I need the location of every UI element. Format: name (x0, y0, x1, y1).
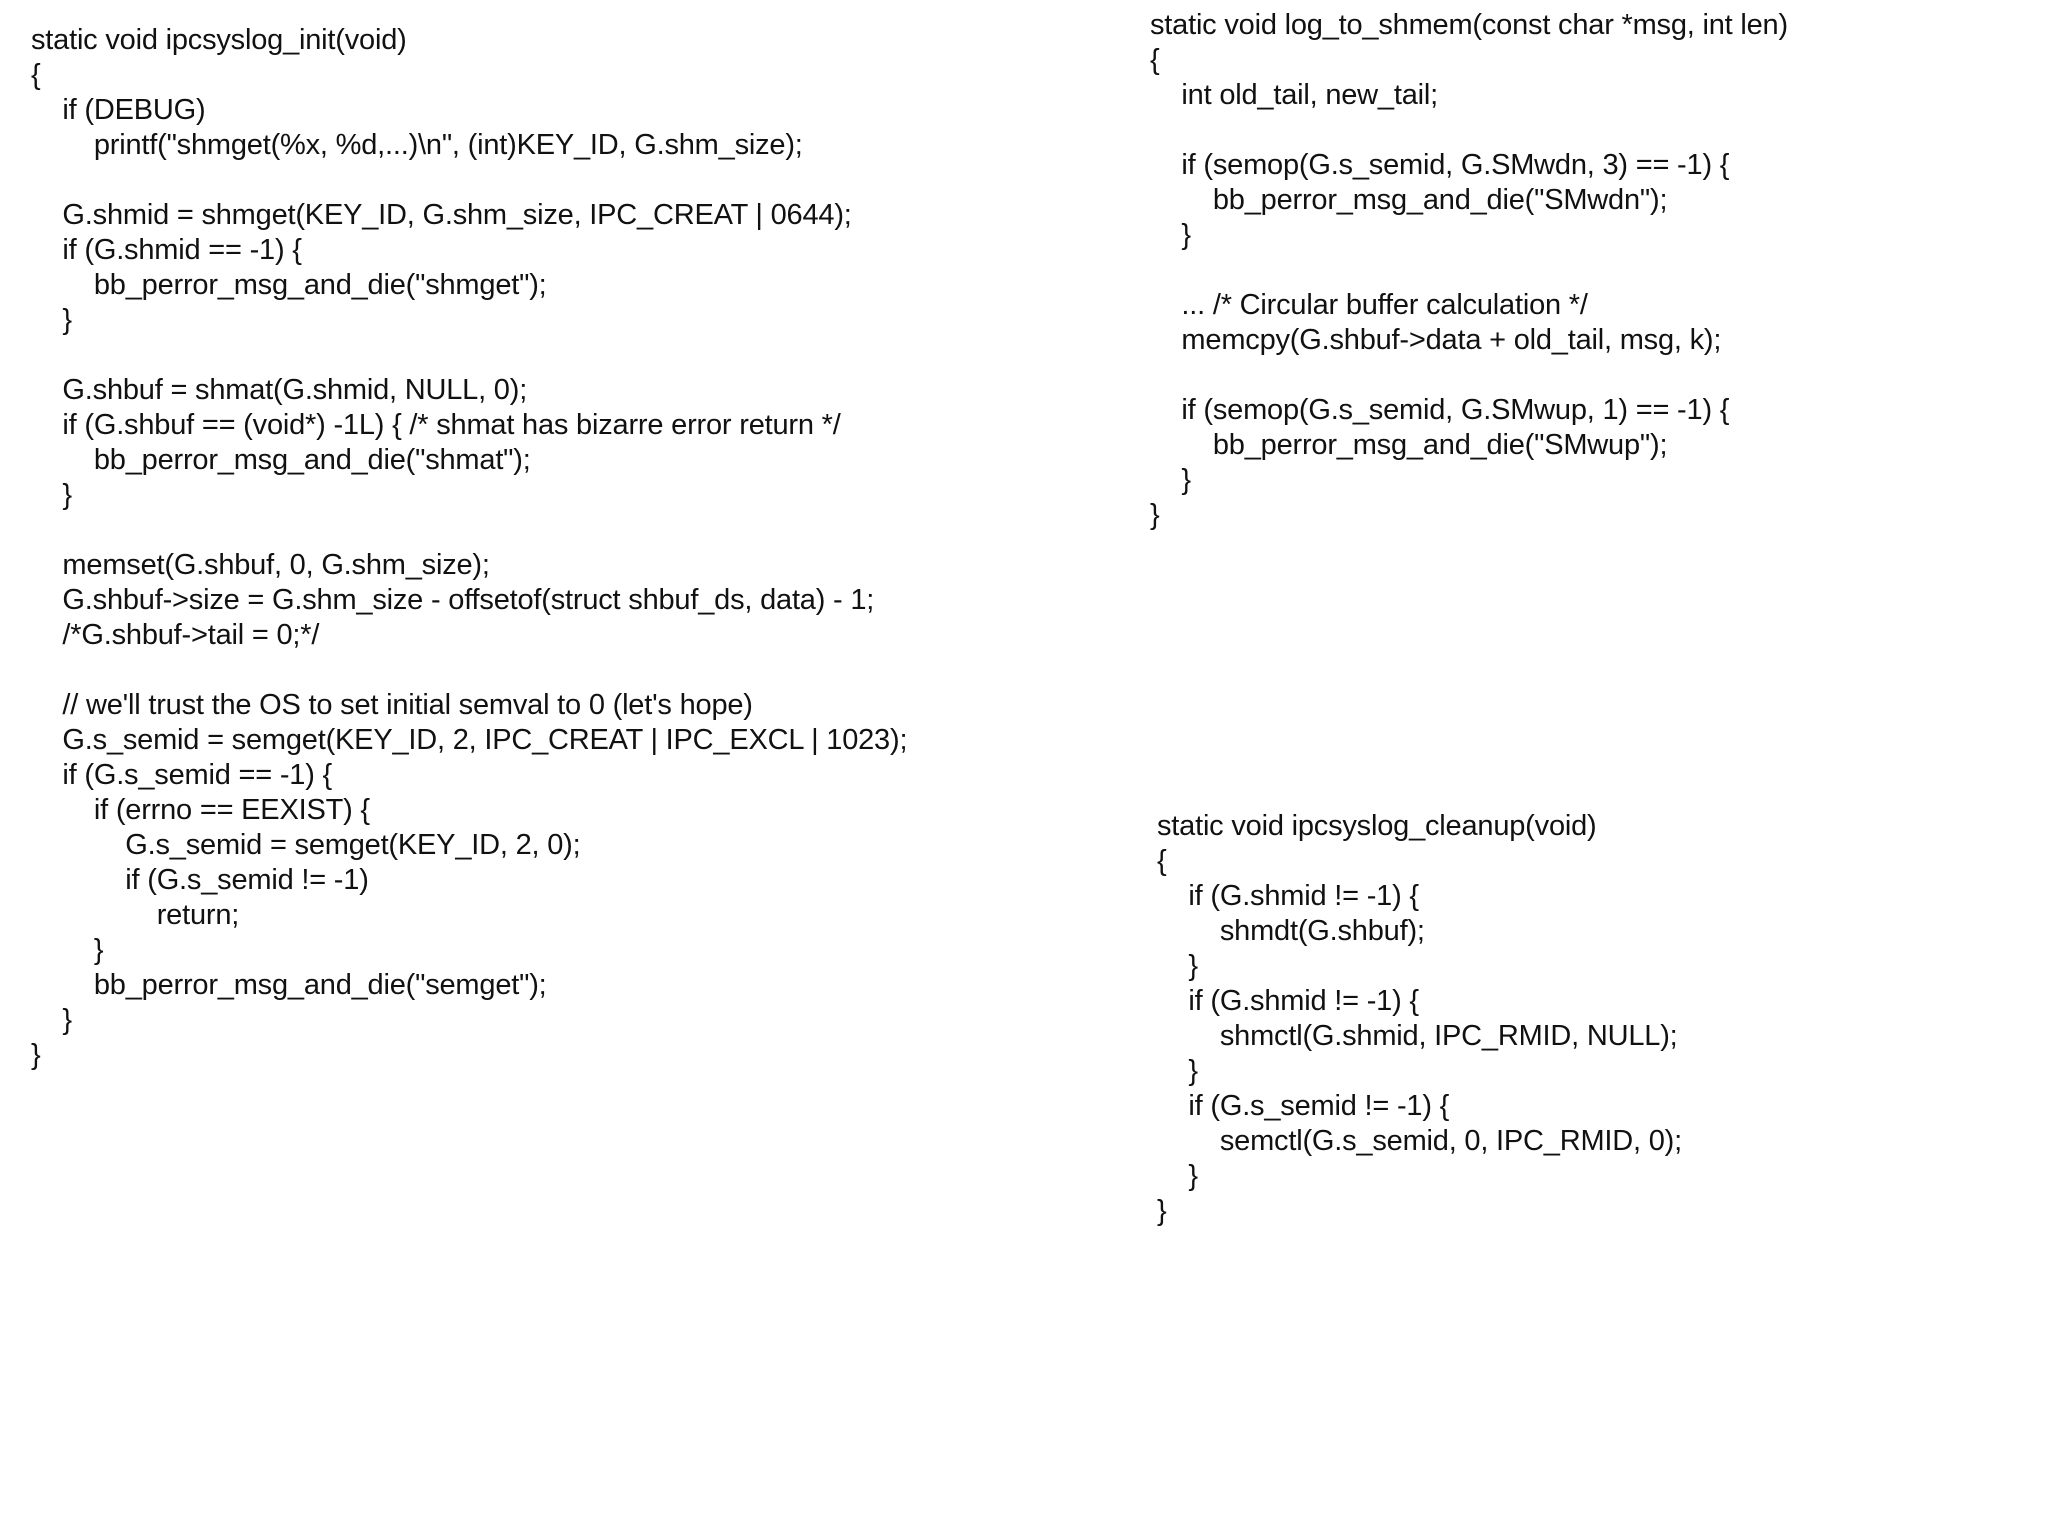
code-line: bb_perror_msg_and_die("SMwdn"); (1150, 184, 1668, 216)
code-line: return; (31, 899, 240, 931)
code-line: if (G.shmid == -1) { (31, 234, 302, 266)
code-line: } (1157, 1160, 1198, 1192)
code-line: } (1150, 464, 1191, 496)
code-line: } (31, 479, 72, 511)
code-line: static void ipcsyslog_init(void) (31, 24, 407, 56)
code-line: } (31, 304, 72, 336)
code-line: } (31, 934, 104, 966)
code-line: if (DEBUG) (31, 94, 206, 126)
code-line: } (1157, 1195, 1167, 1227)
code-line: printf("shmget(%x, %d,...)\n", (int)KEY_ID, G.shm_size); (31, 129, 803, 161)
code-line: if (G.s_semid == -1) { (31, 759, 333, 791)
code-line: static void ipcsyslog_cleanup(void) (1157, 810, 1597, 842)
code-line: if (G.shmid != -1) { (1157, 880, 1419, 912)
code-line: } (1157, 1055, 1198, 1087)
code-line: } (31, 1004, 72, 1036)
ipcsyslog-init-code (31, 23, 1071, 1083)
code-line: if (semop(G.s_semid, G.SMwdn, 3) == -1) { (1150, 149, 1730, 181)
code-line: { (1150, 44, 1160, 76)
code-line: memset(G.shbuf, 0, G.shm_size); (31, 549, 490, 581)
code-line: if (semop(G.s_semid, G.SMwup, 1) == -1) { (1150, 394, 1730, 426)
code-line: memcpy(G.shbuf->data + old_tail, msg, k); (1150, 324, 1722, 356)
code-line: if (errno == EEXIST) { (31, 794, 370, 826)
code-line: } (1150, 499, 1160, 531)
code-line: bb_perror_msg_and_die("shmget"); (31, 269, 547, 301)
code-line: G.shmid = shmget(KEY_ID, G.shm_size, IPC_CREAT | 0644); (31, 199, 852, 231)
code-line: if (G.shmid != -1) { (1157, 985, 1419, 1017)
code-line: { (1157, 845, 1167, 877)
code-line: G.s_semid = semget(KEY_ID, 2, IPC_CREAT | IPC_EXCL | 1023); (31, 724, 908, 756)
code-line: semctl(G.s_semid, 0, IPC_RMID, 0); (1157, 1125, 1682, 1157)
code-line: bb_perror_msg_and_die("SMwup"); (1150, 429, 1668, 461)
log-to-shmem-code (1150, 8, 2030, 548)
code-line: shmdt(G.shbuf); (1157, 915, 1425, 947)
code-line: } (1157, 950, 1198, 982)
code-line: } (1150, 219, 1191, 251)
code-line: G.shbuf = shmat(G.shmid, NULL, 0); (31, 374, 528, 406)
code-line: G.s_semid = semget(KEY_ID, 2, 0); (31, 829, 581, 861)
code-line: static void log_to_shmem(const char *msg, int len) (1150, 9, 1788, 41)
code-line: bb_perror_msg_and_die("semget"); (31, 969, 547, 1001)
code-line: /*G.shbuf->tail = 0;*/ (31, 619, 320, 651)
code-line: if (G.s_semid != -1) { (1157, 1090, 1450, 1122)
code-line: G.shbuf->size = G.shm_size - offsetof(struct shbuf_ds, data) - 1; (31, 584, 875, 616)
code-line: ... /* Circular buffer calculation */ (1150, 289, 1588, 321)
code-line: { (31, 59, 41, 91)
code-line: if (G.s_semid != -1) (31, 864, 369, 896)
code-line: // we'll trust the OS to set initial semval to 0 (let's hope) (31, 689, 753, 721)
code-line: if (G.shbuf == (void*) -1L) { /* shmat has bizarre error return */ (31, 409, 841, 441)
code-line: bb_perror_msg_and_die("shmat"); (31, 444, 531, 476)
ipcsyslog-cleanup-code (1157, 809, 2037, 1239)
code-line: shmctl(G.shmid, IPC_RMID, NULL); (1157, 1020, 1678, 1052)
code-line: } (31, 1039, 41, 1071)
code-line: int old_tail, new_tail; (1150, 79, 1438, 111)
